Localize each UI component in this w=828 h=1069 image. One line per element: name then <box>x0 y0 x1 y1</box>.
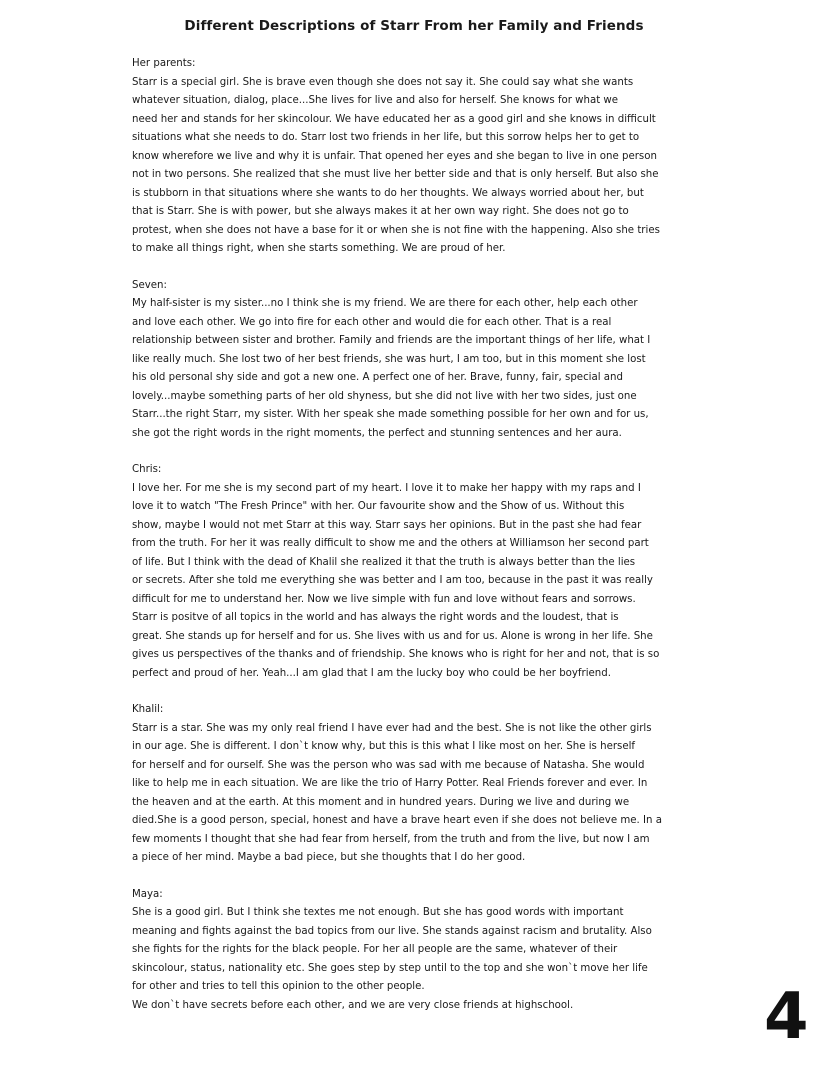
text-line: protest, when she does not have a base for it or when she is not fine with the happening. Also she tries <box>132 224 660 236</box>
section-heading: Maya: <box>132 888 163 900</box>
description-section <box>132 55 692 259</box>
section-heading: Khalil: <box>132 704 164 715</box>
description-section <box>132 277 692 444</box>
text-line: show, maybe I would not met Starr at this way. Starr says her opinions. But in the past she had fear <box>132 519 642 531</box>
text-line: like to help me in each situation. We are like the trio of Harry Potter. Real Friends forever and ever. In <box>132 778 648 789</box>
text-line: few moments I thought that she had fear from herself, from the truth and from the live, but now I am <box>132 833 650 845</box>
text-line: and love each other. We go into fire for each other and would die for each other. That is a real <box>132 316 612 328</box>
document-body <box>132 55 692 1033</box>
text-line: to make all things right, when she starts something. We are proud of her. <box>132 243 506 254</box>
text-line: his old personal shy side and got a new one. A perfect one of her. Brave, funny, fair, special and <box>132 372 623 383</box>
description-section <box>132 886 692 1016</box>
text-line: whatever situation, dialog, place...She lives for live and also for herself. She knows for what we <box>132 95 619 106</box>
page-number: 4 <box>764 980 809 1054</box>
text-line: she got the right words in the right moments, the perfect and stunning sentences and her aura. <box>132 427 622 439</box>
text-line: skincolour, status, nationality etc. She goes step by step until to the top and she won`t move her life <box>132 962 648 974</box>
text-line: great. She stands up for herself and for us. She lives with us and for us. Alone is wrong in her life. She <box>132 630 653 642</box>
text-line: is stubborn in that situations where she wants to do her thoughts. We always worried about her, but <box>132 187 644 199</box>
text-line: know wherefore we live and why it is unfair. That opened her eyes and she began to live in one person <box>132 150 657 162</box>
section-heading: Seven: <box>132 279 167 291</box>
text-line: like really much. She lost two of her best friends, she was hurt, I am too, but in this moment she lost <box>132 353 646 365</box>
page-title: Different Descriptions of Starr From her Family and Friends <box>184 18 644 34</box>
text-line: died.She is a good person, special, honest and have a brave heart even if she does not believe me. In a <box>132 815 662 826</box>
text-line: or secrets. After she told me everything she was better and I am too, because in the past it was really <box>132 575 653 586</box>
text-line: not in two persons. She realized that she must live her better side and that is only herself. But also she <box>132 169 659 180</box>
text-line: for other and tries to tell this opinion to the other people. <box>132 981 425 992</box>
description-section <box>132 461 692 683</box>
text-line: of life. But I think with the dead of Khalil she realized it that the truth is always better than the lies <box>132 556 636 568</box>
text-line: love it to watch "The Fresh Prince" with her. Our favourite show and the Show of us. Without this <box>132 501 625 512</box>
text-line: she fights for the rights for the black people. For her all people are the same, whatever of their <box>132 944 618 955</box>
text-line: situations what she needs to do. Starr lost two friends in her life, but this sorrow helps her to get to <box>132 132 640 143</box>
text-line: I love her. For me she is my second part of my heart. I love it to make her happy with my raps and I <box>132 482 641 494</box>
text-line: perfect and proud of her. Yeah...I am glad that I am the lucky boy who could be her boyfriend. <box>132 667 611 679</box>
text-line: for herself and for ourself. She was the person who was sad with me because of Natasha. She would <box>132 759 645 771</box>
text-line: need her and stands for her skincolour. We have educated her as a good girl and she knows in difficult <box>132 113 656 125</box>
text-line: a piece of her mind. Maybe a bad piece, but she thoughts that I do her good. <box>132 852 526 863</box>
text-line: relationship between sister and brother. Family and friends are the important things of her life, what I <box>132 335 651 346</box>
text-line: that is Starr. She is with power, but she always makes it at her own way right. She does not go to <box>132 206 629 217</box>
text-line: Starr is a special girl. She is brave even though she does not say it. She could say what she wants <box>132 76 634 88</box>
text-line: My half-sister is my sister...no I think she is my friend. We are there for each other, help each other <box>132 298 638 309</box>
text-line: difficult for me to understand her. Now we live simple with fun and love without fears and sorrows. <box>132 593 636 605</box>
text-line: Starr is positve of all topics in the world and has always the right words and the loudest, that is <box>132 612 619 623</box>
text-line: gives us perspectives of the thanks and of friendship. She knows who is right for her and not, that is so <box>132 649 660 660</box>
section-heading: Her parents: <box>132 58 196 69</box>
text-line: meaning and fights against the bad topics from our live. She stands against racism and brutality. Also <box>132 925 652 937</box>
description-section <box>132 701 692 868</box>
text-line: We don`t have secrets before each other, and we are very close friends at highschool. <box>132 999 574 1011</box>
section-heading: Chris: <box>132 464 162 475</box>
text-line: Starr is a star. She was my only real friend I have ever had and the best. She is not like the other girls <box>132 722 652 734</box>
text-line: lovely...maybe something parts of her old shyness, but she did not live with her two sides, just one <box>132 390 637 402</box>
text-line: in our age. She is different. I don`t know why, but this is this what I like most on her. She is herself <box>132 741 636 752</box>
text-line: Starr...the right Starr, my sister. With her speak she made something possible for her own and for us, <box>132 409 649 420</box>
text-line: She is a good girl. But I think she textes me not enough. But she has good words with important <box>132 907 624 918</box>
text-line: from the truth. For her it was really difficult to show me and the others at Williamson her second part <box>132 538 649 549</box>
text-line: the heaven and at the earth. At this moment and in hundred years. During we live and during we <box>132 796 630 808</box>
